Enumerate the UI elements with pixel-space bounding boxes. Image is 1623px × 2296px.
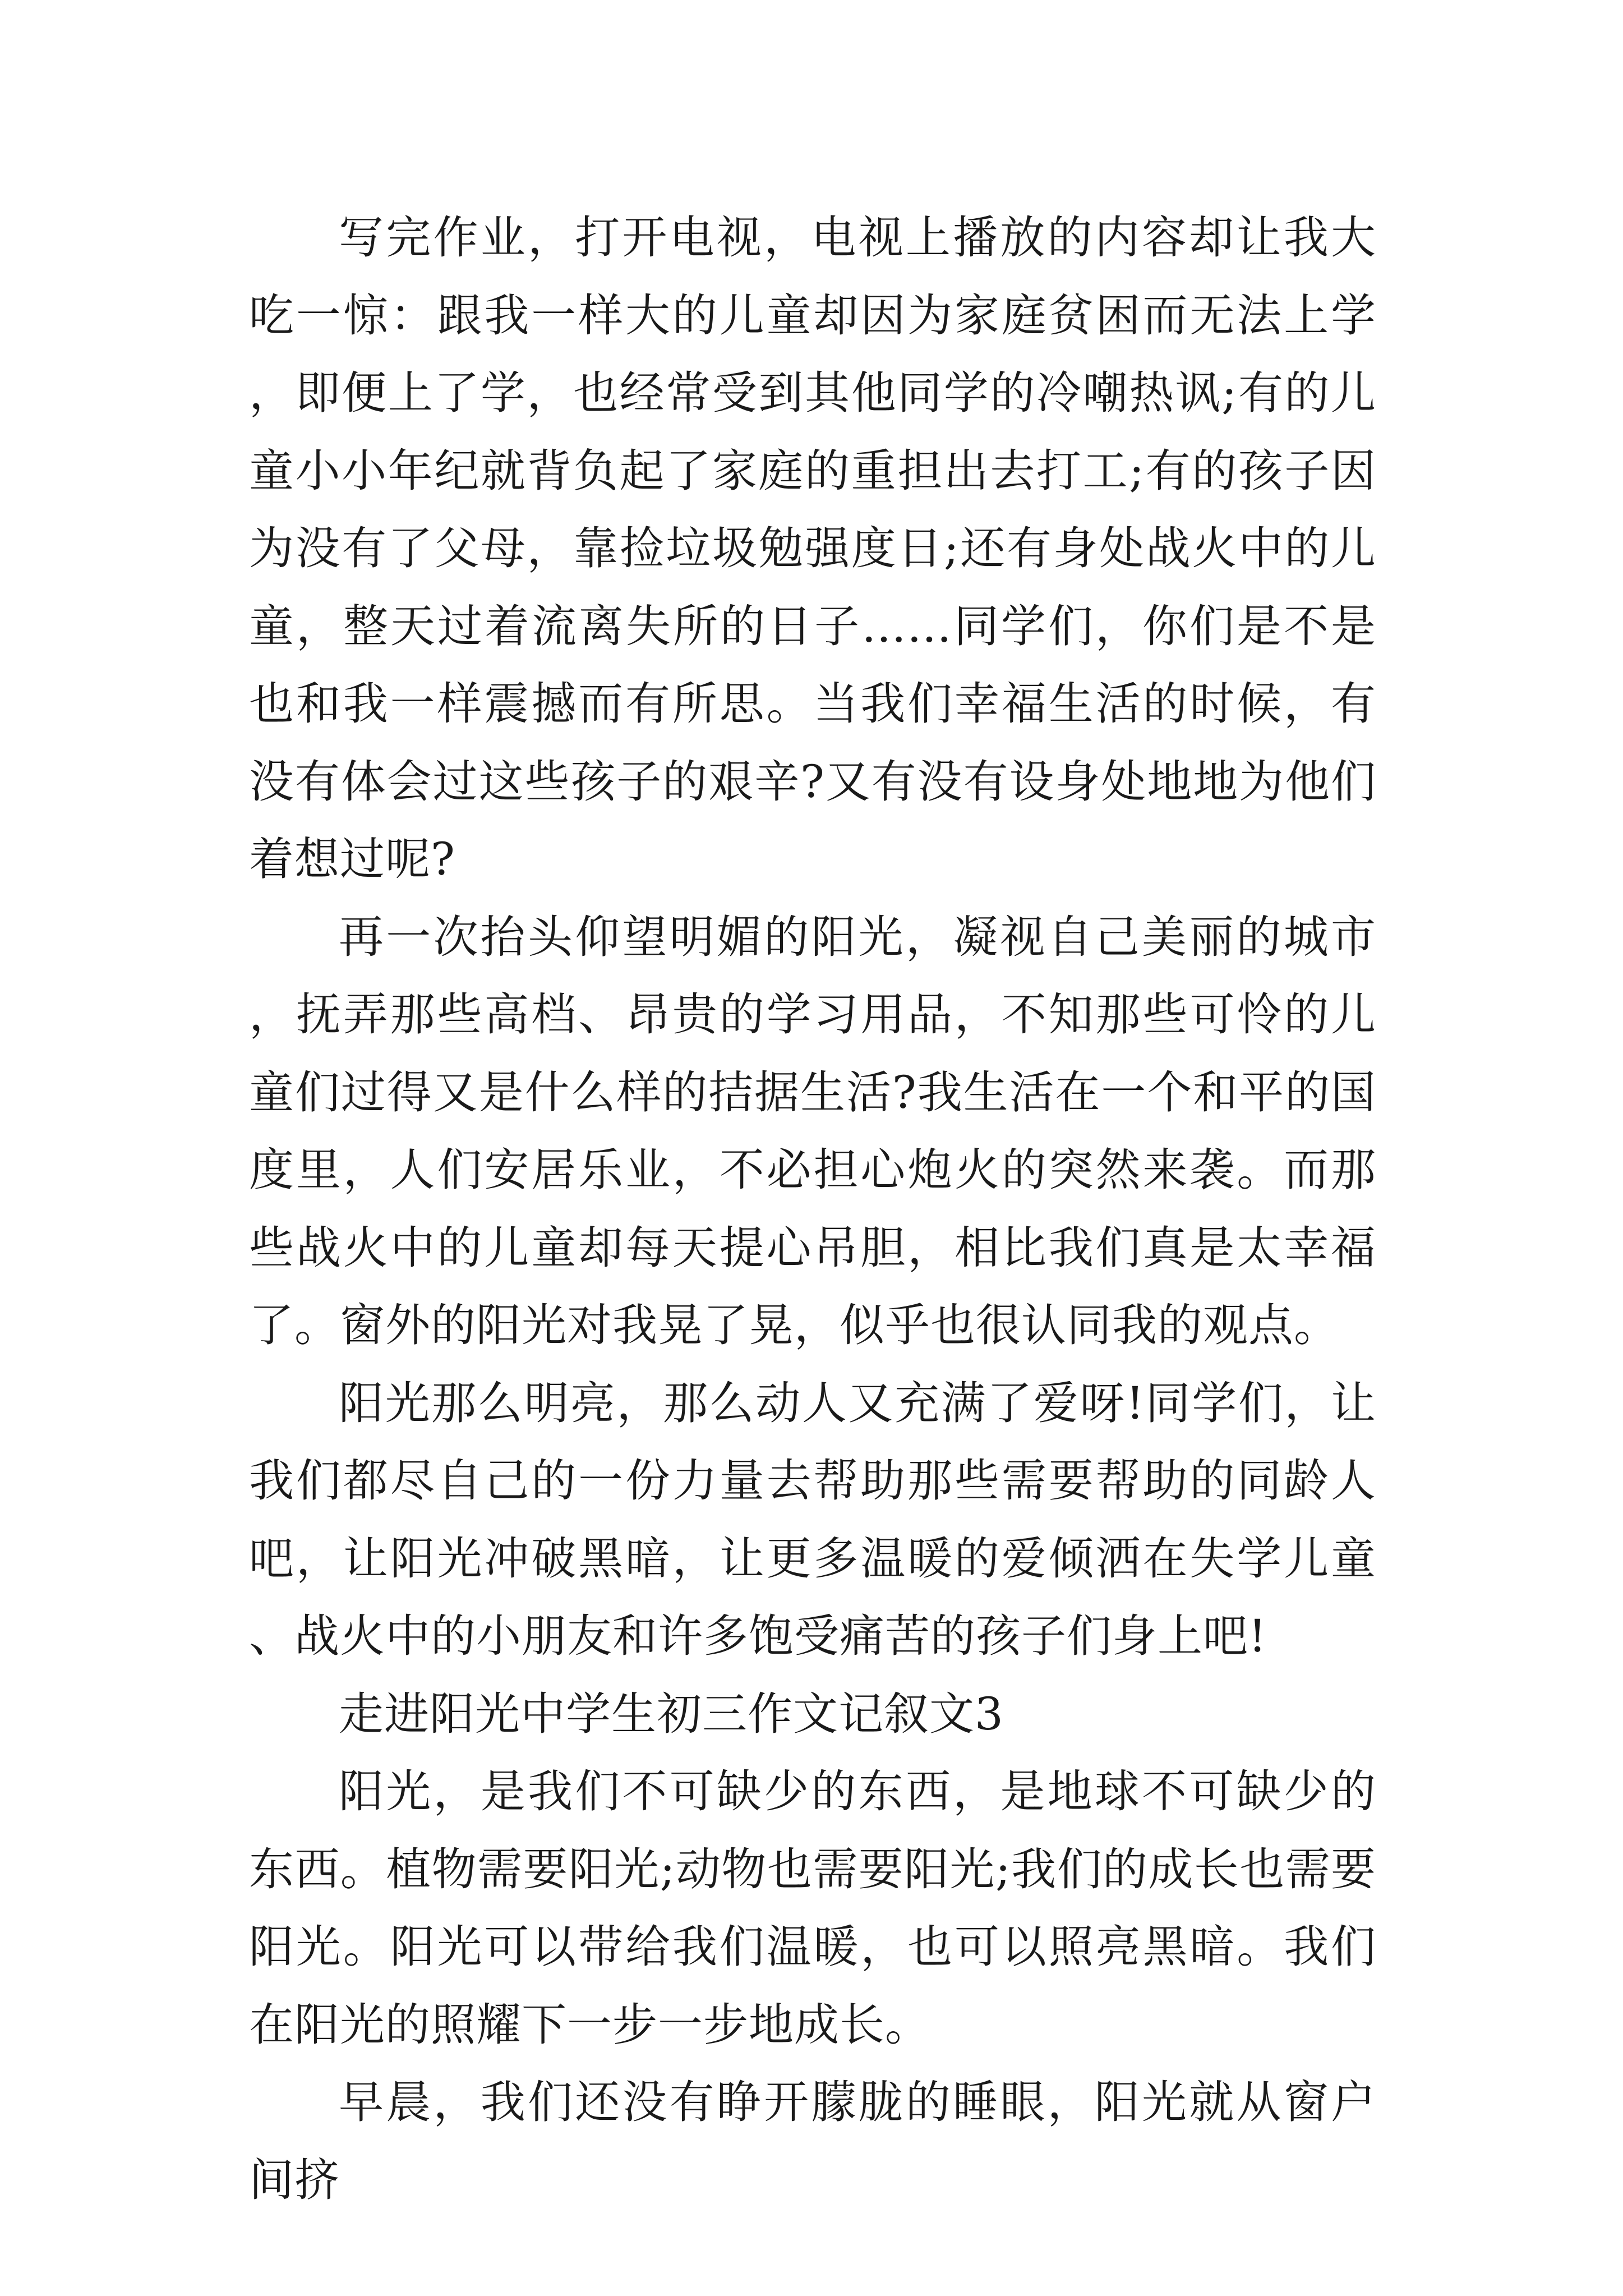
document-body — [249, 199, 1376, 2219]
paragraph-call-to-action: 阳光那么明亮，那么动人又充满了爱呀!同学们，让我们都尽自己的一份力量去帮助那些需要帮助的同龄人吧，让阳光冲破黑暗，让更多温暖的爱倾洒在失学儿童、战火中的小朋友和许多饱受痛苦的孩子们身上吧! — [249, 1377, 1376, 1662]
section-title: 走进阳光中学生初三作文记叙文3 — [339, 1687, 1004, 1740]
paragraph-sunshine-reflection: 再一次抬头仰望明媚的阳光，凝视自己美丽的城市，抚弄那些高档、昂贵的学习用品，不知那些可怜的儿童们过得又是什么样的拮据生活?我生活在一个和平的国度里，人们安居乐业，不必担心炮火的突然来袭。而那些战火中的儿童却每天提心吊胆，相比我们真是太幸福了。窗外的阳光对我晃了晃，似乎也很认同我的观点。 — [249, 910, 1376, 1351]
paragraph-tv-news: 写完作业，打开电视，电视上播放的内容却让我大吃一惊：跟我一样大的儿童却因为家庭贫困而无法上学，即便上了学，也经常受到其他同学的冷嘲热讽;有的儿童小小年纪就背负起了家庭的重担出去打工;有的孩子因为没有了父母，靠捡垃圾勉强度日;还有身处战火中的儿童，整天过着流离失所的日子……同学们，你们是不是也和我一样震撼而有所思。当我们幸福生活的时候，有没有体会过这些孩子的艰辛?又有没有设身处地地为他们着想过呢? — [249, 211, 1376, 885]
paragraph-sunshine-importance: 阳光，是我们不可缺少的东西，是地球不可缺少的东西。植物需要阳光;动物也需要阳光;我们的成长也需要阳光。阳光可以带给我们温暖，也可以照亮黑暗。我们在阳光的照耀下一步一步地成长。 — [249, 1765, 1376, 2051]
paragraph-morning: 早晨，我们还没有睁开朦胧的睡眼，阳光就从窗户间挤 — [249, 2076, 1376, 2206]
